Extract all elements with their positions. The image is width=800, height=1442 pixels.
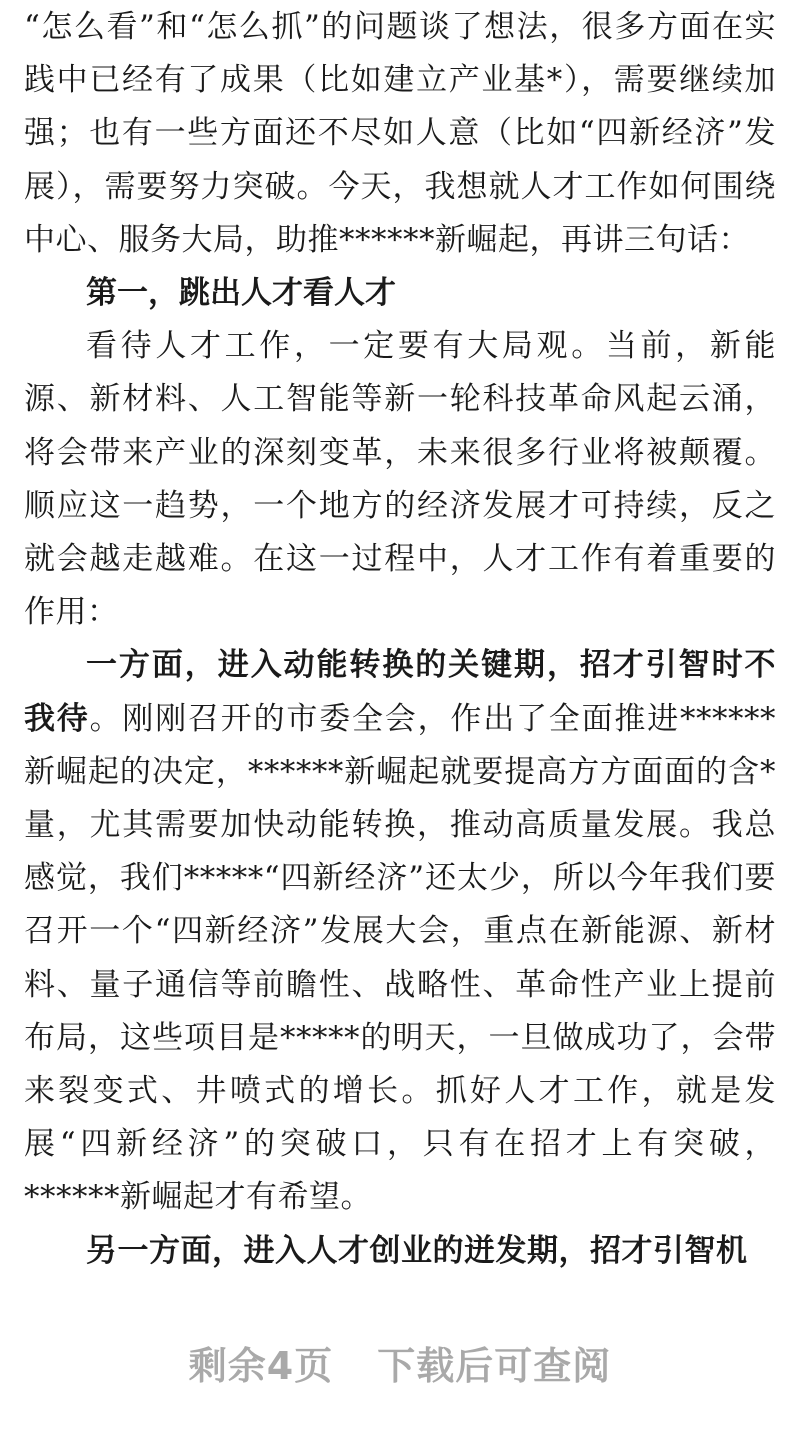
paragraph-second-aspect <box>24 1225 776 1278</box>
preview-limit-banner <box>0 1335 800 1390</box>
paragraph-first-aspect <box>24 639 776 1224</box>
download-to-view-label: 下载后可查阅 <box>377 1344 612 1388</box>
paragraph-overview: 看待人才工作，一定要有大局观。当前，新能源、新材料、人工智能等新一轮科技革命风起云涌，将会带来产业的深刻变革，未来很多行业将被颠覆。顺应这一趋势，一个地方的经济发展才可持续，反之就会越走越难。在这一过程中，人才工作有着重要的作用： <box>24 328 776 631</box>
paragraph-first-aspect-body: 。刚刚召开的市委全会，作出了全面推进******新崛起的决定，******新崛起就要提高方方面面的含*量，尤其需要加快动能转换，推动高质量发展。我总感觉，我们*****“四新经济”还太少，所以今年我们要召开一个“四新经济”发展大会，重点在新能源、新材料、量子通信等前瞻性、战略性、革命性产业上提前布局，这些项目是*****的明天，一旦做成功了，会带来裂变式、井喷式的增长。抓好人才工作，就是发展“四新经济”的突破口，只有在招才上有突破，******新崛起才有希望。 <box>24 700 777 1216</box>
paragraph-intro: “怎么看”和“怎么抓”的问题谈了想法，很多方面在实践中已经有了成果（比如建立产业基*），需要继续加强；也有一些方面还不尽如人意（比如“四新经济”发展），需要努力突破。今天，我想就人才工作如何围绕中心、服务大局，助推******新崛起，再讲三句话： <box>24 9 776 258</box>
document-page <box>24 0 776 1278</box>
paragraph-first-aspect-lead: 一方面，进入动能转换的关键期，招才引智时不我待 <box>24 647 776 737</box>
paragraph-second-aspect-lead: 另一方面，进入人才创业的迸发期，招才引智机 <box>86 1232 748 1269</box>
section-heading: 第一，跳出人才看人才 <box>86 275 396 312</box>
remaining-pages-label: 剩余4页 <box>188 1344 334 1388</box>
